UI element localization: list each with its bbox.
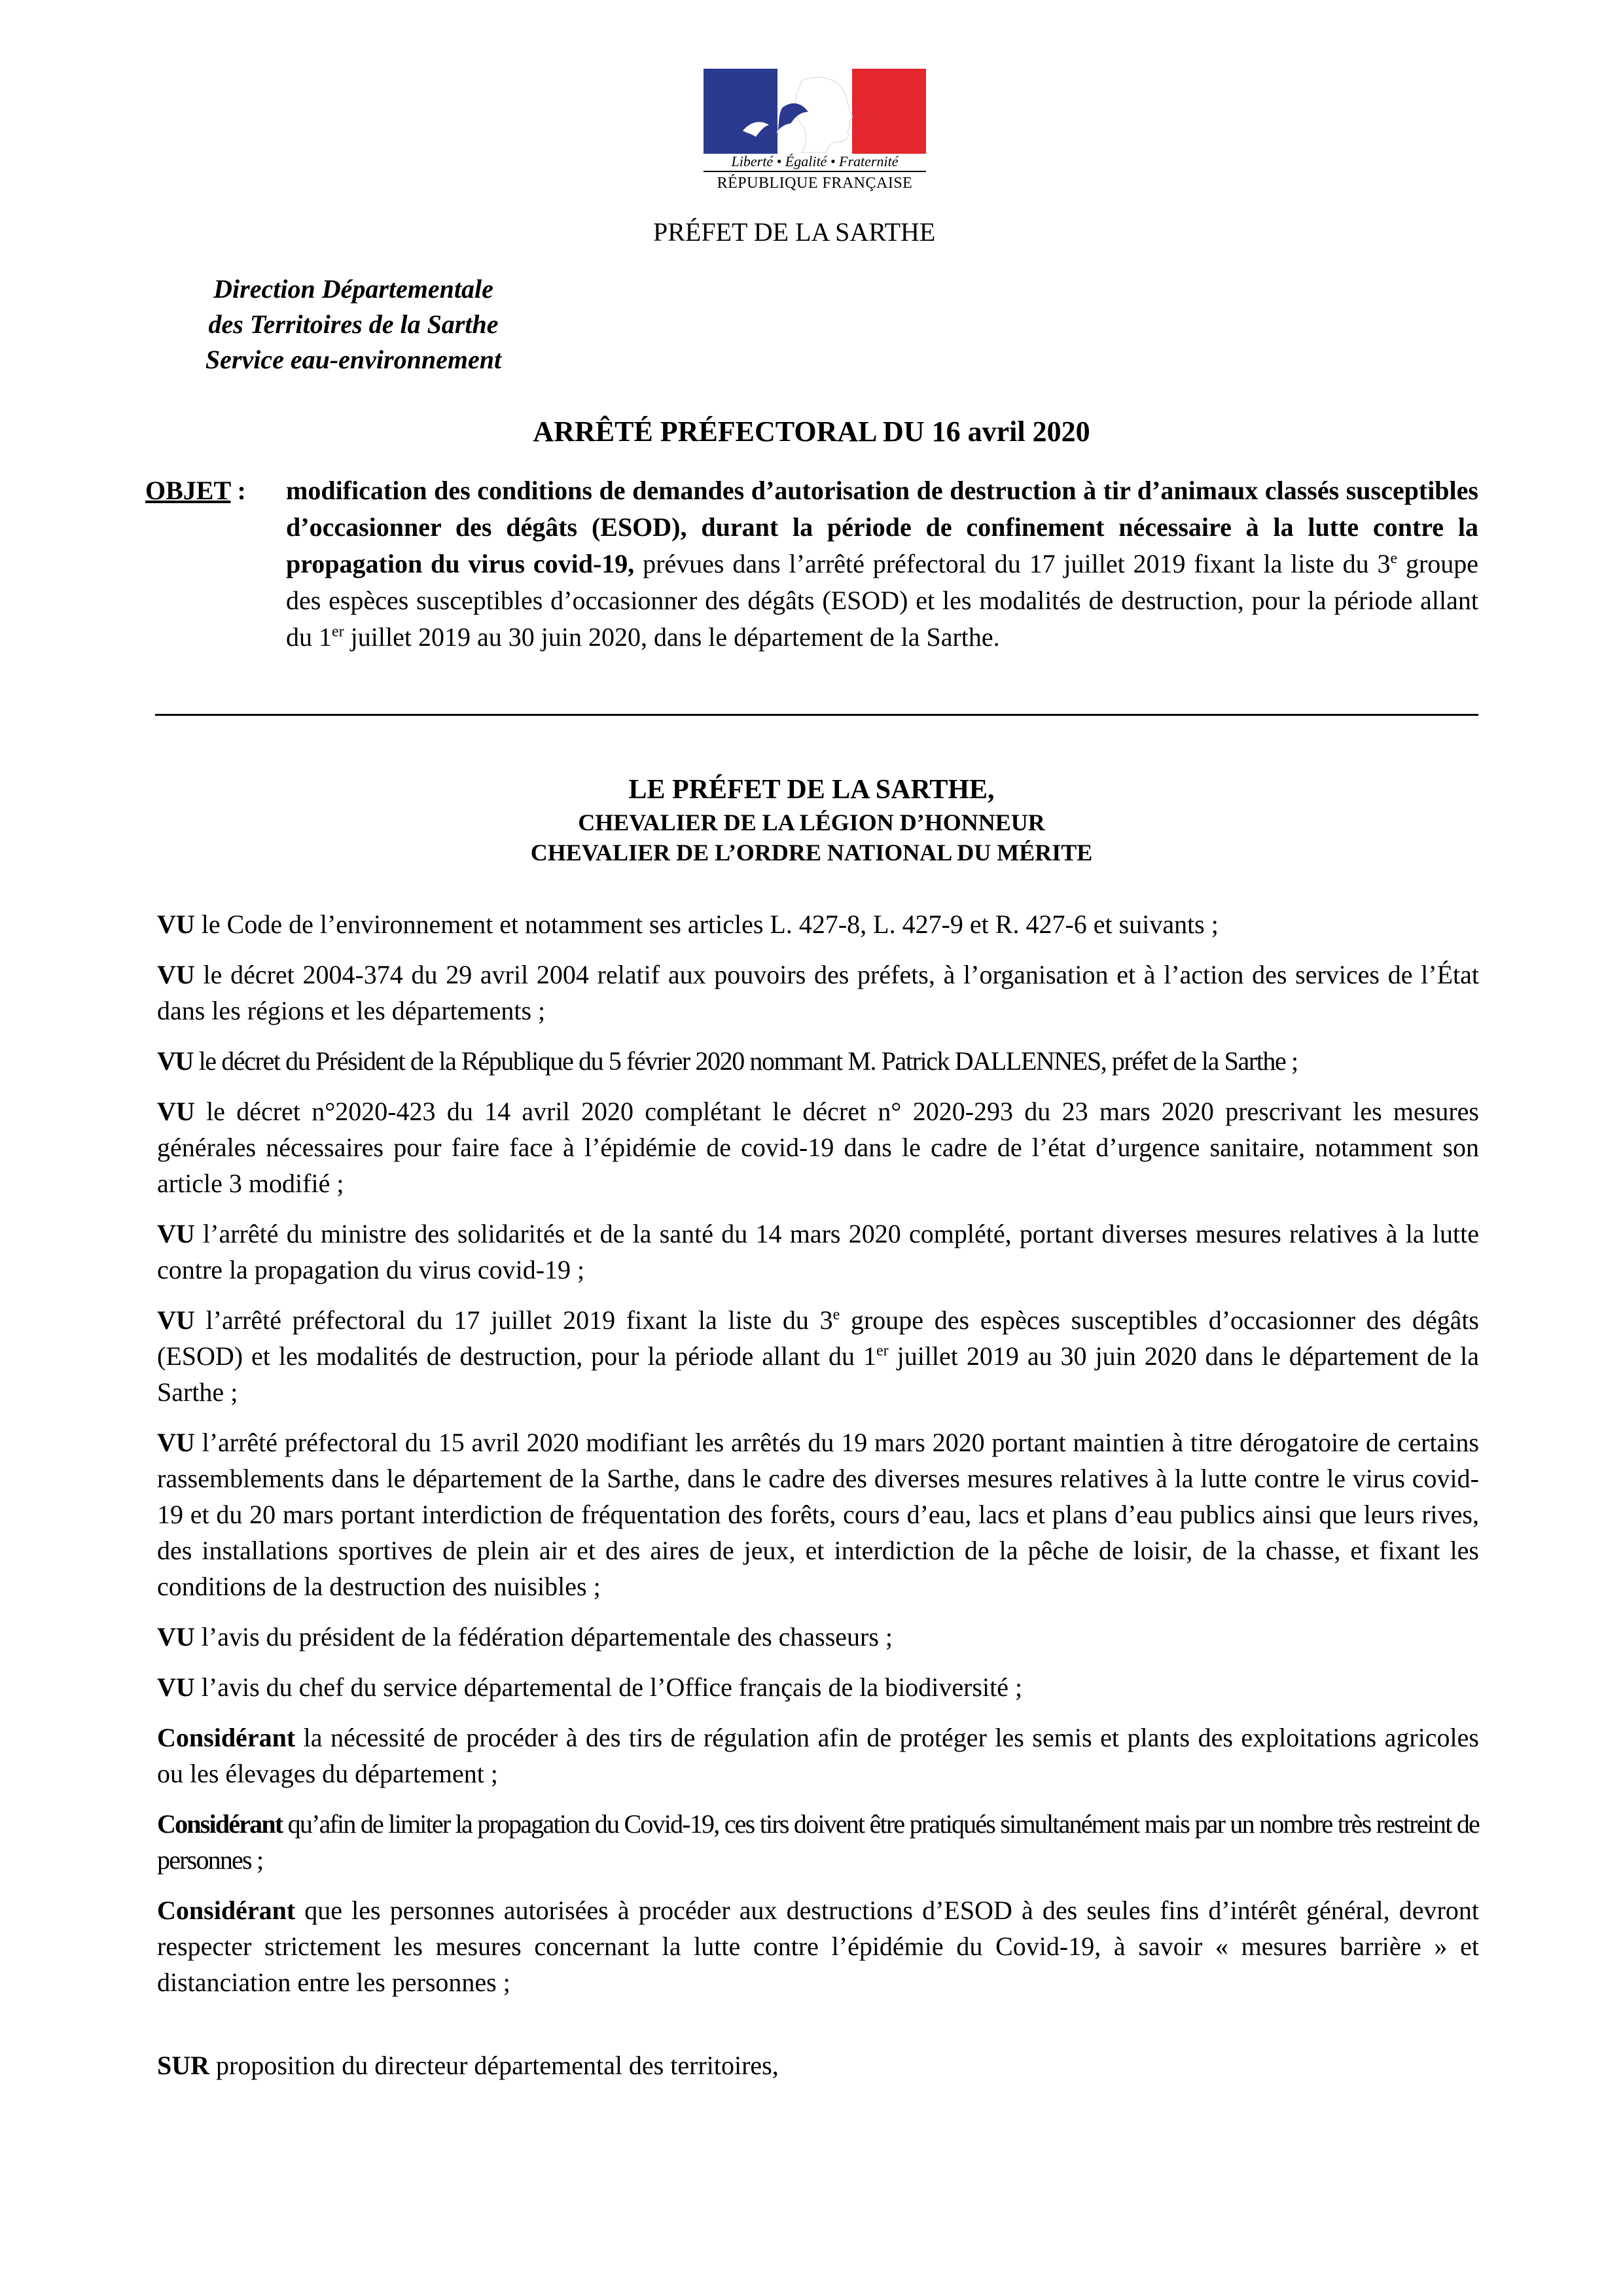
logo-republic-label: RÉPUBLIQUE FRANÇAISE	[704, 171, 926, 193]
horizontal-divider	[155, 714, 1478, 716]
visa-text: l’avis du chef du service départemental de l’Office français de la biodiversité ;	[194, 1672, 1023, 1702]
considerant-text: que les personnes autorisées à procéder aux destructions d’ESOD à des seules fins d’intérêt général, devront respecter strictement les mesures concernant la lutte contre l’épidémie du Covid-19, à savoir « mesures barrière » et distanciation entre les personnes ;	[157, 1896, 1479, 1997]
objet-colon: :	[230, 476, 246, 505]
visa-paragraph	[157, 1216, 1479, 1288]
marianne-flag-icon	[704, 69, 926, 154]
visa-text: le décret 2004-374 du 29 avril 2004 relatif aux pouvoirs des préfets, à l’organisation et à l’action des services de l’État dans les régions et les départements ;	[157, 960, 1479, 1025]
visa-keyword: VU	[157, 1097, 195, 1126]
visa-text: l’arrêté préfectoral du 15 avril 2020 modifiant les arrêtés du 19 mars 2020 portant maintien à titre dérogatoire de certains rassemblements dans le département de la Sarthe, dans le cadre des diverses mesures relatives à la lutte contre le virus covid-19 et du 20 mars portant interdiction de fréquentation des forêts, cours d’eau, lacs et plans d’eau publics ainsi que leurs rives, des installations sportives de plein air et des aires de jeux, et interdiction de la pêche de loisir, de la chasse, et fixant les conditions de la destruction des nuisibles ;	[157, 1428, 1479, 1601]
considerant-keyword: Considérant	[157, 1723, 296, 1752]
visa-paragraph	[157, 1093, 1479, 1201]
sur-keyword: SUR	[157, 2051, 210, 2080]
visa-sup: er	[876, 1342, 889, 1360]
visa-text: juillet 2019 au 30 juin 2020 dans le département de la Sarthe ;	[157, 1341, 1479, 1407]
visa-paragraph	[157, 1669, 1479, 1705]
visa-keyword: VU	[157, 910, 195, 939]
considerant-text: la nécessité de procéder à des tirs de régulation afin de protéger les semis et plants des exploitations agricoles ou les élevages du département ;	[157, 1723, 1479, 1788]
visa-keyword: VU	[157, 1622, 195, 1651]
considerant-paragraph	[157, 1806, 1479, 1878]
page-title: ARRÊTÉ PRÉFECTORAL DU 16 avril 2020	[533, 415, 1090, 448]
visa-keyword: VU	[157, 960, 195, 989]
marianne-logo	[704, 69, 926, 196]
visa-paragraph	[157, 1302, 1479, 1410]
prefet-line-2: CHEVALIER DE LA LÉGION D’HONNEUR	[578, 809, 1045, 836]
direction-line-3: Service eau-environnement	[205, 345, 502, 374]
prefet-block	[157, 772, 1466, 868]
objet-text-1: prévues dans l’arrêté préfectoral du 17 juillet 2019 fixant la liste du 3	[634, 549, 1391, 578]
objet-text	[286, 472, 1478, 656]
visa-keyword: VU	[157, 1046, 193, 1076]
considerant-paragraph	[157, 1892, 1479, 2000]
direction-line-2: des Territoires de la Sarthe	[208, 309, 499, 339]
sur-paragraph	[157, 2047, 1479, 2083]
prefet-header: PRÉFET DE LA SARTHE	[653, 217, 936, 247]
visa-paragraph	[157, 906, 1479, 942]
prefet-line-1: LE PRÉFET DE LA SARTHE,	[628, 775, 995, 805]
visa-paragraph	[157, 957, 1479, 1029]
body-text	[157, 906, 1479, 2098]
objet-text-3: juillet 2019 au 30 juin 2020, dans le département de la Sarthe.	[344, 622, 1000, 652]
considerant-keyword: Considérant	[157, 1896, 296, 1925]
objet-sup-2: er	[332, 623, 344, 641]
visa-keyword: VU	[157, 1428, 195, 1457]
visa-sup: e	[832, 1306, 840, 1324]
objet-label	[145, 472, 246, 509]
visa-paragraph	[157, 1619, 1479, 1655]
objet-text-2: groupe des espèces susceptibles d’occasionner des dégâts (ESOD) et les modalités de destruction, pour la période allant du 1	[286, 549, 1479, 652]
objet-label-text: OBJET	[145, 476, 231, 505]
considerant-text: qu’afin de limiter la propagation du Covid-19, ces tirs doivent être pratiqués simultanément mais par un nombre très restreint de personnes ;	[157, 1809, 1479, 1875]
considerant-paragraph	[157, 1720, 1479, 1792]
considerant-keyword: Considérant	[157, 1809, 283, 1839]
visa-paragraph	[157, 1043, 1479, 1079]
direction-block	[137, 272, 569, 378]
prefet-line-3: CHEVALIER DE L’ORDRE NATIONAL DU MÉRITE	[530, 839, 1093, 866]
visa-keyword: VU	[157, 1672, 195, 1702]
visa-text: l’arrêté du ministre des solidarités et de la santé du 14 mars 2020 complété, portant diverses mesures relatives à la lutte contre la propagation du virus covid-19 ;	[157, 1219, 1479, 1284]
logo-motto: Liberté • Égalité • Fraternité	[731, 153, 899, 169]
visa-text: le décret n°2020-423 du 14 avril 2020 complétant le décret n° 2020-293 du 23 mars 2020 prescrivant les mesures générales nécessaires pour faire face à l’épidémie de covid-19 dans le cadre de l’état d’urgence sanitaire, notamment son article 3 modifié ;	[157, 1097, 1479, 1198]
sur-text: proposition du directeur départemental des territoires,	[209, 2051, 779, 2080]
visa-text: groupe des espèces susceptibles d’occasionner des dégâts (ESOD) et les modalités de destruction, pour la période allant du 1	[157, 1305, 1480, 1371]
visa-text: l’arrêté préfectoral du 17 juillet 2019 fixant la liste du 3	[194, 1305, 833, 1335]
direction-line-1: Direction Départementale	[213, 274, 493, 304]
visa-text: l’avis du président de la fédération départementale des chasseurs ;	[194, 1622, 893, 1651]
visa-text: le décret du Président de la République du 5 février 2020 nommant M. Patrick DALLENNES, préfet de la Sarthe ;	[192, 1046, 1298, 1076]
visa-text: le Code de l’environnement et notamment ses articles L. 427-8, L. 427-9 et R. 427-6 et suivants ;	[194, 910, 1219, 939]
visa-keyword: VU	[157, 1305, 195, 1335]
visa-keyword: VU	[157, 1219, 195, 1248]
objet-sup-1: e	[1390, 550, 1398, 567]
objet-bold-part: modification des conditions de demandes d’autorisation de destruction à tir d’animaux classés susceptibles d’occasionner des dégâts (ESOD), durant la période de confinement nécessaire à la lutte contre la propagation du virus covid-19,	[286, 476, 1478, 578]
visa-paragraph	[157, 1424, 1479, 1604]
